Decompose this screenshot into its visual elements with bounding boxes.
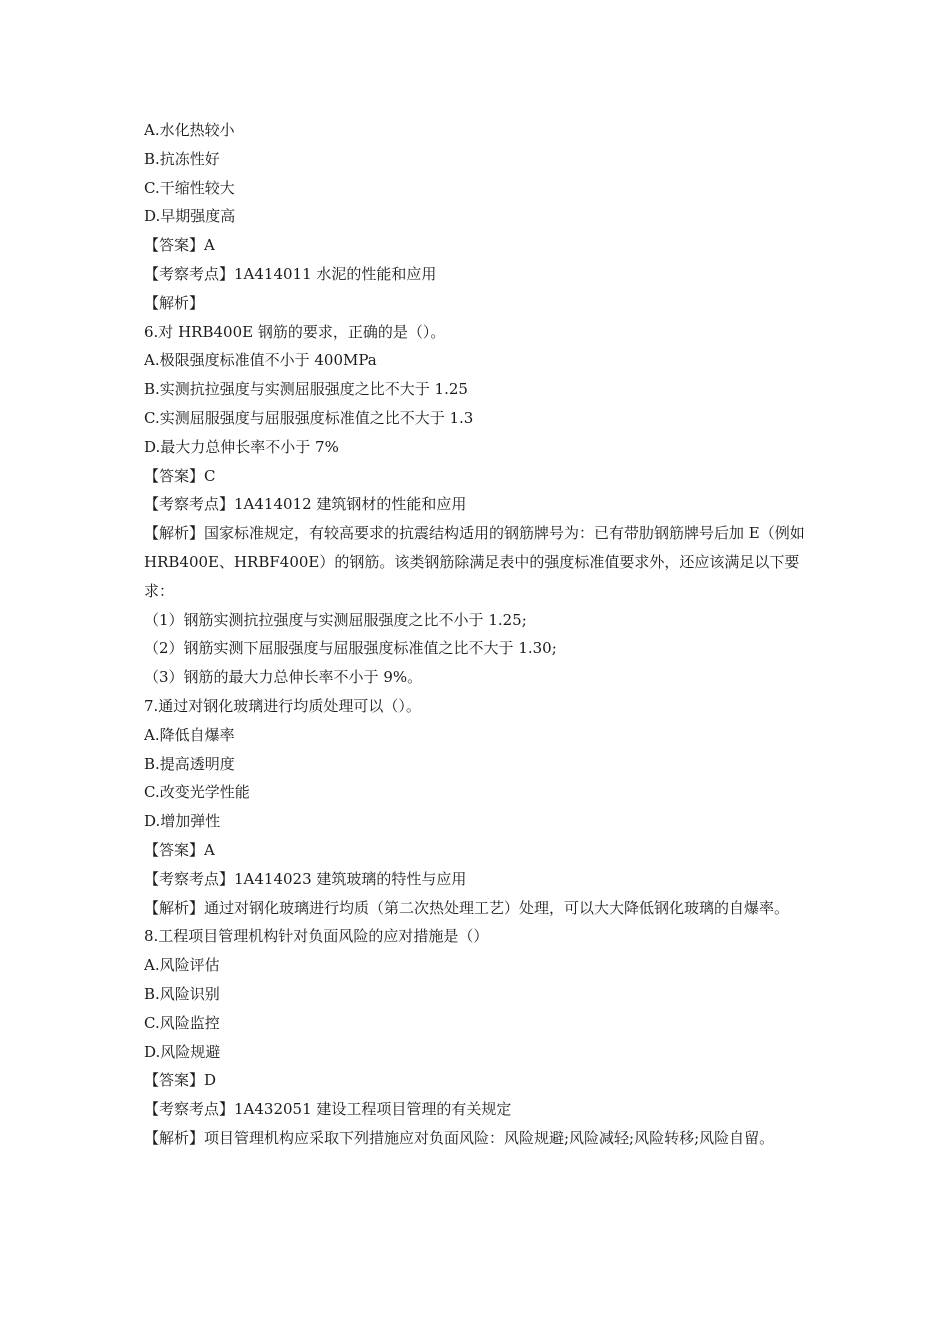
text-line: D.风险规避 [144,1042,221,1061]
text-line: B.实测抗拉强度与实测屈服强度之比不大于 1.25 [144,380,468,399]
text-line: 【考察考点】1A414011 水泥的性能和应用 [144,264,437,283]
text-line: 【答案】A [144,236,215,255]
text-line: C.改变光学性能 [144,783,250,802]
text-line: 【答案】A [144,840,215,859]
text-line: 【答案】C [144,466,216,485]
text-line: 【答案】D [144,1071,217,1090]
text-line: C.干缩性较大 [144,178,235,197]
text-line: C.实测屈服强度与屈服强度标准值之比不大于 1.3 [144,408,474,427]
document-body [144,116,814,1153]
text-line: C.风险监控 [144,1013,220,1032]
text-line: （3）钢筋的最大力总伸长率不小于 9%。 [144,668,423,687]
text-line: A.降低自爆率 [144,725,235,744]
text-line: 8.工程项目管理机构针对负面风险的应对措施是（） [144,927,489,946]
text-line: 【解析】 [144,293,205,312]
paragraph: 【解析】通过对钢化玻璃进行均质（第二次热处理工艺）处理，可以大大降低钢化玻璃的自爆率。 [144,898,790,917]
text-line: D.早期强度高 [144,207,236,226]
text-line: 【考察考点】1A414012 建筑钢材的性能和应用 [144,495,467,514]
text-line: B.提高透明度 [144,754,235,773]
paragraph: 【解析】项目管理机构应采取下列措施应对负面风险：风险规避;风险减轻;风险转移;风险自留。 [144,1128,775,1147]
text-line: B.风险识别 [144,984,220,1003]
text-line: A.水化热较小 [144,121,235,139]
text-line: D.最大力总伸长率不小于 7% [144,437,339,456]
text-line: 【考察考点】1A414023 建筑玻璃的特性与应用 [144,869,467,888]
text-line: 6.对 HRB400E 钢筋的要求，正确的是（）。 [144,322,446,341]
text-line: D.增加弹性 [144,812,221,831]
text-line: （1）钢筋实测抗拉强度与实测屈服强度之比不小于 1.25; [144,610,527,629]
text-line: A.风险评估 [144,956,220,975]
text-line: （2）钢筋实测下屈服强度与屈服强度标准值之比不大于 1.30; [144,639,557,658]
paragraph: 【解析】国家标准规定，有较高要求的抗震结构适用的钢筋牌号为：已有带肋钢筋牌号后加 E（例如 HRB400E、HRBF400E）的钢筋。该类钢筋除满足表中的强度标准值要求外，还应该满足以下要求： [144,524,805,600]
text-line: B.抗冻性好 [144,149,220,168]
text-line: 7.通过对钢化玻璃进行均质处理可以（）。 [144,696,421,715]
text-line: A.极限强度标准值不小于 400MPa [144,351,377,370]
text-line: 【考察考点】1A432051 建设工程项目管理的有关规定 [144,1100,512,1119]
